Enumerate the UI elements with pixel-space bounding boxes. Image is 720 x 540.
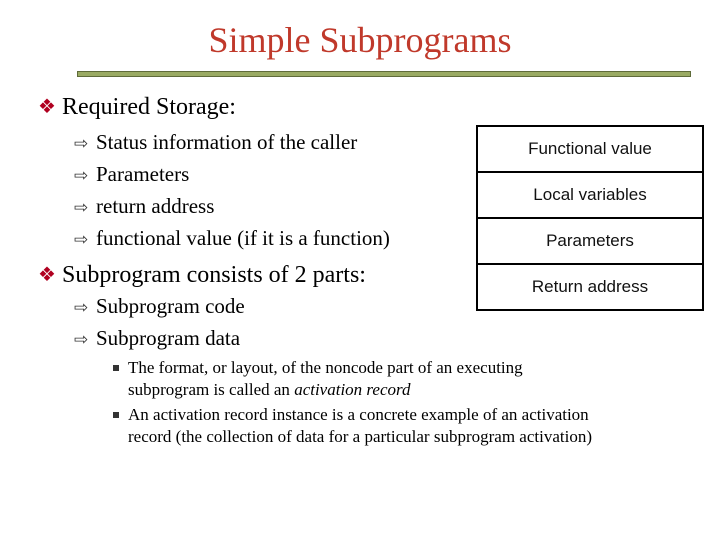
sub-bullet-text: return address [96,194,215,218]
bullet-subprogram-parts [38,260,366,289]
title-divider [77,71,691,77]
activation-record-diagram [476,125,704,311]
sub-bullet-subprogram-code [74,294,245,320]
detail-text: An activation record instance is a concrete example of an activation record (the collection of data for a particular subprogram activation) [128,405,592,446]
sub-bullet-subprogram-data [74,326,240,352]
arrow-bullet-icon: ⇨ [74,298,89,318]
slide-title: Simple Subprograms [208,20,512,60]
sub-bullet-text: Parameters [96,162,190,186]
sub-bullet-text: Status information of the caller [96,130,358,154]
bullet-required-storage [38,92,236,121]
sub-bullet-status-info [74,130,357,156]
record-cell-local-variables: Local variables [478,173,702,219]
sub-bullet-return-address [74,194,214,220]
record-cell-functional-value: Functional value [478,127,702,173]
bullet-text: Required Storage: [62,94,236,120]
record-cell-return-address: Return address [531,277,649,296]
detail-text [128,357,593,401]
arrow-bullet-icon: ⇨ [74,198,89,218]
square-bullet-icon [113,412,119,418]
sub-bullet-text: functional value (if it is a function) [96,226,390,250]
arrow-bullet-icon: ⇨ [74,230,89,250]
record-cell-parameters: Parameters [478,219,702,265]
sub-bullet-functional-value [74,226,390,252]
detail-text-plain: The format, or layout, of the noncode part of an executing subprogram is called an [128,358,523,399]
sub-bullet-text: Subprogram data [96,326,241,350]
arrow-bullet-icon: ⇨ [74,134,89,154]
detail-activation-record-instance [113,404,593,448]
square-bullet-icon [113,365,119,371]
diamond-bullet-icon: ❖ [38,262,56,286]
sub-bullet-text: Subprogram code [96,294,245,318]
arrow-bullet-icon: ⇨ [74,166,89,186]
detail-activation-record-definition [113,357,593,401]
diamond-bullet-icon: ❖ [38,94,56,118]
bullet-text: Subprogram consists of 2 parts: [62,262,366,288]
arrow-bullet-icon: ⇨ [74,330,89,350]
detail-text-emphasis: activation record [294,380,411,399]
sub-bullet-parameters [74,162,189,188]
